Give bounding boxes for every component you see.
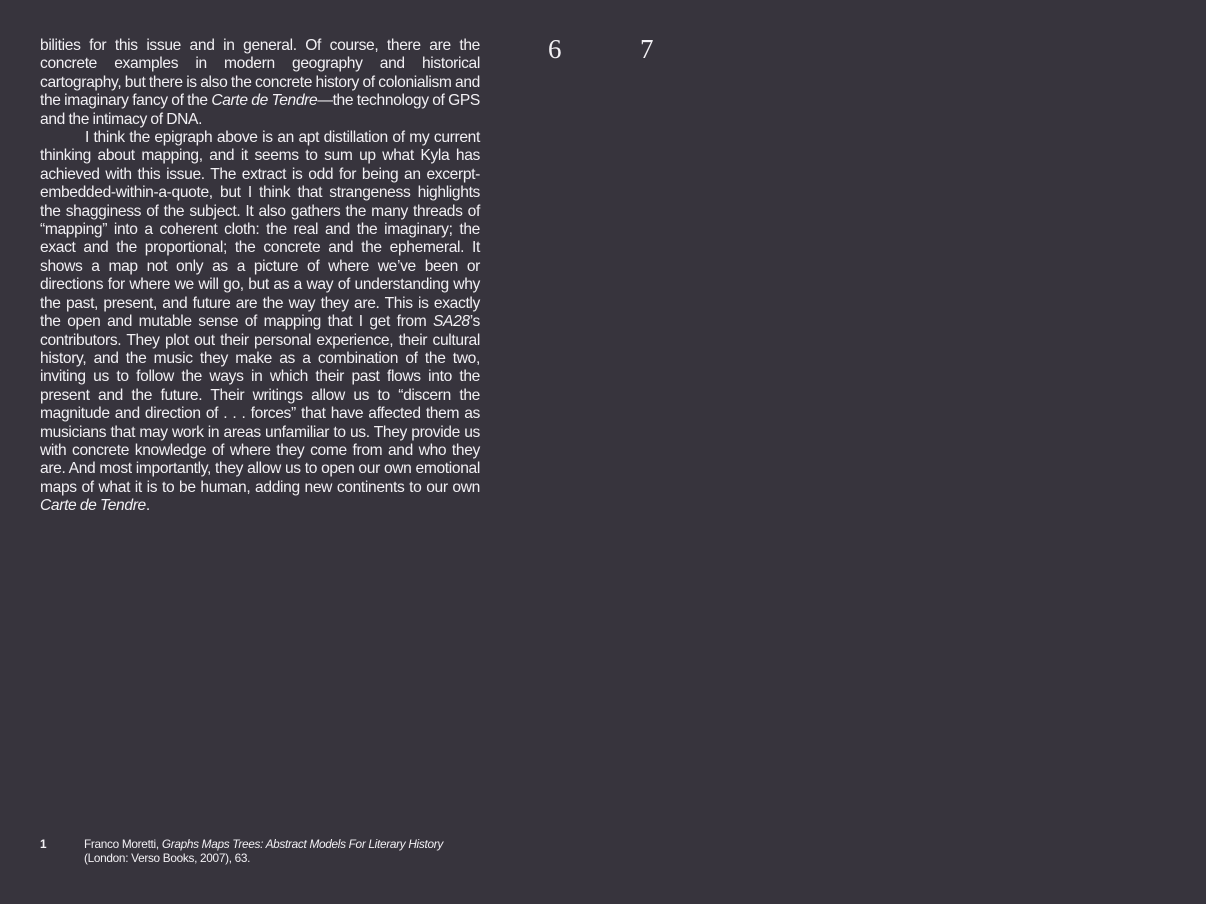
footnote-publication: (London: Verso Books, 2007), 63.: [84, 850, 251, 865]
paragraph-2-italic-issue: SA28: [432, 313, 470, 331]
paragraph-2-text-b: ’s contributors. They plot out their personal experience, their cultural history, and the music they make as a combination of the two, inviting us to follow the ways in which their past flows into the present and the future. Their writings allow us to “discern the magnitude and direction of . . . forces” that have affected them as musicians that may work in areas unfamiliar to us. They provide us with concrete knowledge of where they come from and who they are. And most importantly, they allow us to open our own emotional maps of what it is to be human, adding new continents to our own: [40, 313, 480, 496]
paragraph-1-text-a: bilities for this issue and in general. Of course, there are the concrete examples in modern geography and historical cartography, but there is also the concrete history of colonialism and the imaginary fancy of the: [40, 37, 481, 110]
paragraph-2-text-a: I think the epigraph above is an apt distillation of my current thinking about mapping, and it seems to sum up what Kyla has achieved with this issue. The extract is odd for being an excerpt-embedded-within-a-quote, but I think that strangeness highlights the shagginess of the subject. It also gathers the many threads of “mapping” into a coherent cloth: the real and the imaginary; the exact and the proportional; the concrete and the ephemeral. It shows a map not only as a picture of where we’ve been or directions for where we will go, but as a way of understanding why the past, present, and future are the way they are. This is exactly the open and mutable sense of mapping that I get from: [40, 129, 480, 331]
body-text-column: [40, 37, 480, 516]
paragraph-2-italic-title: Carte de Tendre: [40, 497, 146, 515]
footnote-text: [84, 838, 484, 866]
paragraph-1-text-b: —the technology of GPS and the intimacy of DNA.: [40, 92, 480, 128]
page-number-left: 6: [548, 34, 562, 64]
page-number-right: 7: [640, 34, 654, 64]
paragraph-1: [40, 37, 480, 129]
footnote-number: 1: [40, 837, 47, 851]
paragraph-2: [40, 129, 480, 516]
footnote-title: Graphs Maps Trees: Abstract Models For Literary History: [161, 837, 443, 851]
paragraph-2-text-c: .: [145, 497, 150, 515]
footnote-author: Franco Moretti,: [84, 837, 162, 851]
paragraph-1-italic-title: Carte de Tendre: [211, 92, 318, 110]
